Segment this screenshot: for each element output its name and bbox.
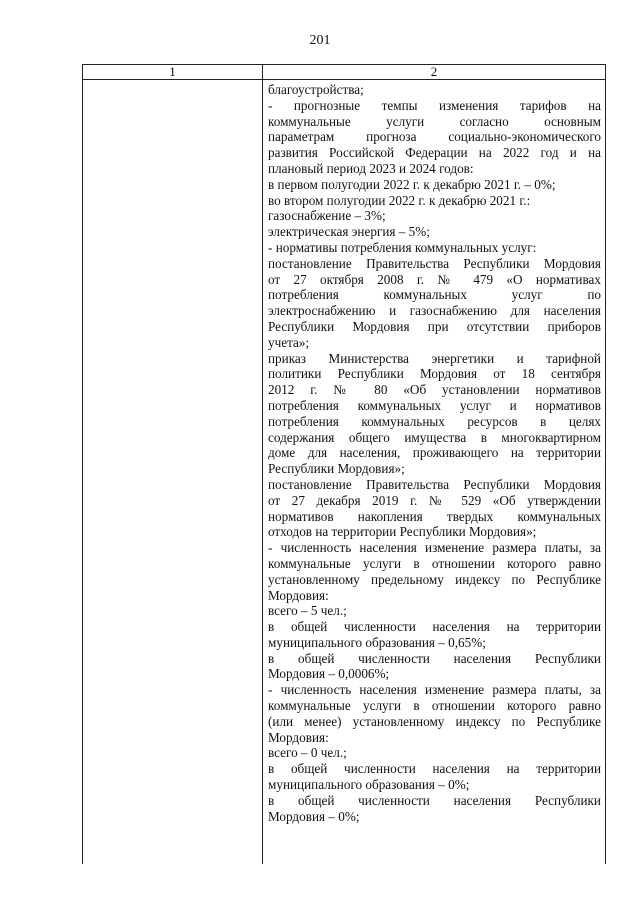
- text-line: Мордовия:: [268, 729, 329, 745]
- text-line: нормативов накопления твердых коммунальных: [268, 508, 601, 524]
- text-line: постановление Правительства Республики Мордовия: [268, 476, 601, 492]
- text-line: от 27 декабря 2019 г. № 529 «Об утверждении: [268, 492, 601, 508]
- text-line: в первом полугодии 2022 г. к декабрю 2021 г. – 0%;: [268, 176, 556, 192]
- text-line: Мордовия – 0,0006%;: [268, 666, 390, 682]
- text-line: содержания общего имущества в многоквартирном: [268, 429, 601, 445]
- text-line: Республики Мордовия при отсутствии приборов: [268, 318, 601, 334]
- text-line: установленному предельному индексу по Республике: [268, 571, 601, 587]
- text-line: электроснабжению и газоснабжению для населения: [268, 303, 601, 319]
- text-line: коммунальные услуги в отношении которого равно: [268, 698, 601, 714]
- text-line: политики Республики Мордовия от 18 сентября: [268, 366, 601, 382]
- text-line: Республики Мордовия»;: [268, 461, 405, 477]
- text-line: от 27 октября 2008 г. № 479 «О нормативах: [268, 271, 601, 287]
- text-line: (или менее) установленному индексу по Республике: [268, 713, 601, 729]
- text-line: - прогнозные темпы изменения тарифов на: [268, 97, 601, 113]
- column-header-2: 2: [263, 65, 606, 80]
- text-line: доме для населения, проживающего на территории: [268, 445, 601, 461]
- text-line: муниципального образования – 0%;: [268, 777, 470, 793]
- text-line: потребления коммунальных услуг и нормативов: [268, 397, 601, 413]
- table-row: [83, 80, 606, 865]
- text-line: в общей численности населения Республики: [268, 650, 601, 666]
- text-line: в общей численности населения Республики: [268, 792, 601, 808]
- text-line: в общей численности населения на территории: [268, 761, 601, 777]
- text-line: всего – 5 чел.;: [268, 603, 347, 619]
- page-number: 201: [309, 33, 331, 48]
- text-line: в общей численности населения на территории: [268, 619, 601, 635]
- left-column-cell: [83, 80, 263, 865]
- text-line: потребления коммунальных ресурсов в целях: [268, 413, 601, 429]
- text-line: Мордовия:: [268, 587, 329, 603]
- text-line: потребления коммунальных услуг по: [268, 287, 601, 303]
- right-column-cell: [263, 80, 606, 865]
- text-line: - численность населения изменение размера платы, за: [268, 540, 601, 556]
- column-header-1: 1: [83, 65, 263, 80]
- text-line: электрическая энергия – 5%;: [268, 224, 430, 240]
- table-header-row: [83, 65, 606, 80]
- text-line: коммунальные услуги в отношении которого равно: [268, 555, 601, 571]
- text-line: отходов на территории Республики Мордовия»;: [268, 524, 537, 540]
- text-line: развития Российской Федерации на 2022 год и на: [268, 145, 601, 161]
- content-table: [82, 64, 606, 864]
- text-line: 2012 г. № 80 «Об установлении нормативов: [268, 382, 601, 398]
- text-line: Мордовия – 0%;: [268, 808, 360, 824]
- text-line: постановление Правительства Республики Мордовия: [268, 255, 601, 271]
- text-line: - численность населения изменение размера платы, за: [268, 682, 601, 698]
- text-line: благоустройства;: [268, 82, 364, 97]
- text-line: учета»;: [268, 334, 310, 350]
- text-line: параметрам прогноза социально-экономического: [268, 129, 601, 145]
- text-line: плановый период 2023 и 2024 годов:: [268, 160, 474, 176]
- text-line: - нормативы потребления коммунальных услуг:: [268, 239, 537, 255]
- text-line: всего – 0 чел.;: [268, 745, 347, 761]
- text-line: во втором полугодии 2022 г. к декабрю 2021 г.:: [268, 192, 531, 208]
- text-line: муниципального образования – 0,65%;: [268, 634, 486, 650]
- text-line: газоснабжение – 3%;: [268, 208, 386, 224]
- text-line: коммунальные услуги согласно основным: [268, 113, 601, 129]
- text-line: приказ Министерства энергетики и тарифной: [268, 350, 601, 366]
